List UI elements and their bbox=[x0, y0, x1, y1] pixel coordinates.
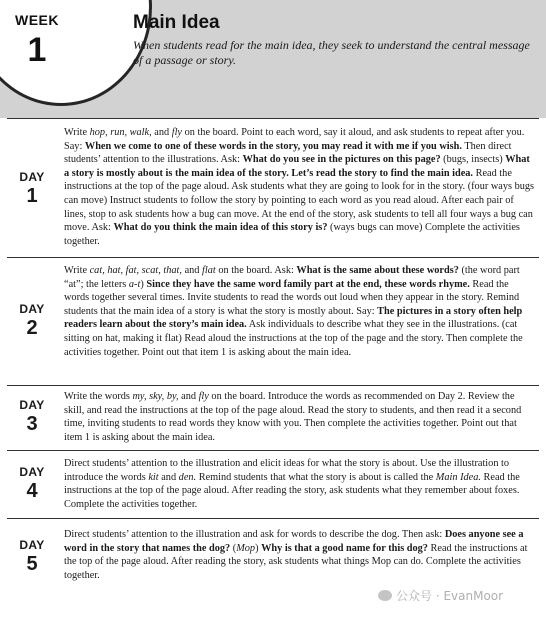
day-instructions-4 bbox=[64, 457, 536, 511]
text-run: Mop bbox=[236, 542, 256, 554]
text-run: Since they have the same word family part at the end, these words rhyme. bbox=[146, 278, 470, 290]
day-section-4 bbox=[7, 457, 539, 513]
text-run: Read the words together several times. Invite students to read the words out loud when they appear in the story. Remind students that the main idea of a story is what the story is mostly about. Say: bbox=[64, 278, 520, 317]
day-divider bbox=[7, 257, 539, 258]
day-number: 5 bbox=[26, 553, 38, 575]
day-number: 3 bbox=[26, 413, 38, 435]
text-run: Ask individuals to describe what they see in the illustrations. (cat sitting on hat, making it flat) Read aloud the instructions at the top of the page and the story. Then complete the activities together. Point out that item 1 is asking about the main idea. bbox=[64, 319, 523, 358]
text-run: Direct students’ attention to the illustration and elicit ideas for what the story is about. Use the illustration to introduce the words bbox=[64, 458, 510, 483]
wechat-icon bbox=[378, 590, 392, 601]
text-run: What a story is mostly about is the main idea of the story. Let’s read the story to find the main idea. bbox=[64, 154, 530, 179]
watermark bbox=[378, 587, 503, 604]
text-run: fly bbox=[198, 391, 209, 402]
day-word: DAY bbox=[19, 398, 45, 412]
day-divider bbox=[7, 518, 539, 519]
text-run: and bbox=[151, 127, 172, 138]
day-number: 2 bbox=[26, 317, 38, 339]
day-section-5 bbox=[7, 528, 539, 588]
text-run: Write bbox=[64, 265, 90, 276]
text-run: den. bbox=[178, 471, 197, 483]
text-run: on the board. Ask: bbox=[215, 265, 297, 276]
day-word: DAY bbox=[19, 538, 45, 552]
text-run: Write the words bbox=[64, 391, 133, 402]
text-run: and bbox=[178, 391, 199, 402]
day-divider bbox=[7, 450, 539, 451]
week-header bbox=[0, 0, 546, 118]
watermark-text: 公众号 · EvanMoor bbox=[396, 589, 504, 603]
text-run: kit bbox=[148, 471, 159, 483]
day-label-2 bbox=[7, 302, 57, 340]
day-label-3 bbox=[7, 398, 57, 436]
text-run: When we come to one of these words in the story, you may read it with me if you wish. bbox=[84, 140, 462, 152]
day-label-4 bbox=[7, 465, 57, 503]
text-run: my, sky, by, bbox=[132, 391, 179, 402]
text-run: ) bbox=[255, 542, 262, 554]
text-run: What do you think the main idea of this story is? bbox=[113, 222, 328, 234]
header-rule bbox=[7, 118, 539, 119]
text-run: and bbox=[182, 265, 203, 276]
text-run: fly bbox=[171, 127, 182, 138]
text-run: on the board. Point to each word, say it aloud, and ask students to repeat after you. Say: bbox=[64, 127, 525, 152]
text-run: Why is that a good name for this dog? bbox=[261, 542, 428, 554]
text-run: ( bbox=[230, 542, 237, 554]
text-run: Read the instructions at the top of the page aloud. Ask students what they are going to look for in the story. (four ways bugs can move) Instruct students to follow the story by pointing to each word as you read aloud. After each pair of lines, stop to ask students how a bug can move. At the end of the story, ask students to tell all four ways a bug can move. Ask: bbox=[64, 167, 535, 234]
text-run: and bbox=[158, 471, 179, 483]
day-section-2 bbox=[7, 264, 539, 384]
text-run: What do you see in the pictures on this page? bbox=[242, 154, 441, 166]
day-word: DAY bbox=[19, 465, 45, 479]
day-label-1 bbox=[7, 170, 57, 208]
text-run: flat bbox=[202, 265, 216, 276]
day-number: 4 bbox=[26, 480, 38, 502]
text-run: (the word part “at”; the letters bbox=[64, 265, 520, 290]
text-run: ) bbox=[140, 278, 147, 290]
text-run: Does anyone see a word in the story that names the dog? bbox=[64, 529, 524, 554]
text-run: Remind students that what the story is about is called the bbox=[196, 471, 436, 483]
day-instructions-3 bbox=[64, 390, 536, 444]
day-number: 1 bbox=[26, 185, 38, 207]
page-title: Main Idea bbox=[133, 12, 220, 33]
day-label-5 bbox=[7, 538, 57, 576]
text-run: a-t bbox=[128, 278, 141, 290]
text-run: Read the instructions at the top of the page aloud. After reading the story, ask students what things Mop can do. Complete the activities together. bbox=[64, 542, 528, 581]
day-section-1 bbox=[7, 126, 539, 256]
text-run: hop, run, walk, bbox=[89, 127, 152, 138]
text-run: cat, hat, fat, scat, that, bbox=[89, 265, 182, 276]
day-divider bbox=[7, 385, 539, 386]
week-label: WEEK bbox=[15, 12, 59, 28]
day-word: DAY bbox=[19, 302, 45, 316]
text-run: The pictures in a story often help readers learn about the story’s main idea. bbox=[64, 305, 523, 331]
text-run: Direct students’ attention to the illustration and ask for words to describe the dog. Then ask: bbox=[64, 529, 445, 540]
text-run: Read the instructions at the top of the page aloud. After reading the story, ask students what they remember about foxes. Complete the activities together. bbox=[64, 471, 520, 510]
text-run: on the board. Introduce the words as recommended on Day 2. Review the skill, and read the instructions at the top of the page aloud. Read the story to students, and then read it a second time, inviting students to read words they know with you. Then complete the activities together. Point out that item 1 is asking about the main idea. bbox=[64, 391, 522, 443]
text-run: (ways bugs can move) Complete the activities together. bbox=[64, 222, 520, 247]
text-run: Main Idea. bbox=[435, 471, 481, 483]
page-subtitle: When students read for the main idea, they seek to understand the central message of a passage or story. bbox=[133, 38, 530, 67]
text-run: Write bbox=[64, 127, 90, 138]
day-section-3 bbox=[7, 390, 539, 446]
day-instructions-2 bbox=[64, 264, 536, 359]
day-instructions-5 bbox=[64, 528, 536, 582]
text-run: What is the same about these words? bbox=[296, 265, 459, 276]
day-word: DAY bbox=[19, 170, 45, 184]
text-run: Then direct students’ attention to the illustrations. Ask: bbox=[64, 140, 512, 166]
week-number: 1 bbox=[27, 31, 47, 69]
text-run: (bugs, insects) bbox=[440, 154, 506, 166]
day-instructions-1 bbox=[64, 126, 536, 248]
